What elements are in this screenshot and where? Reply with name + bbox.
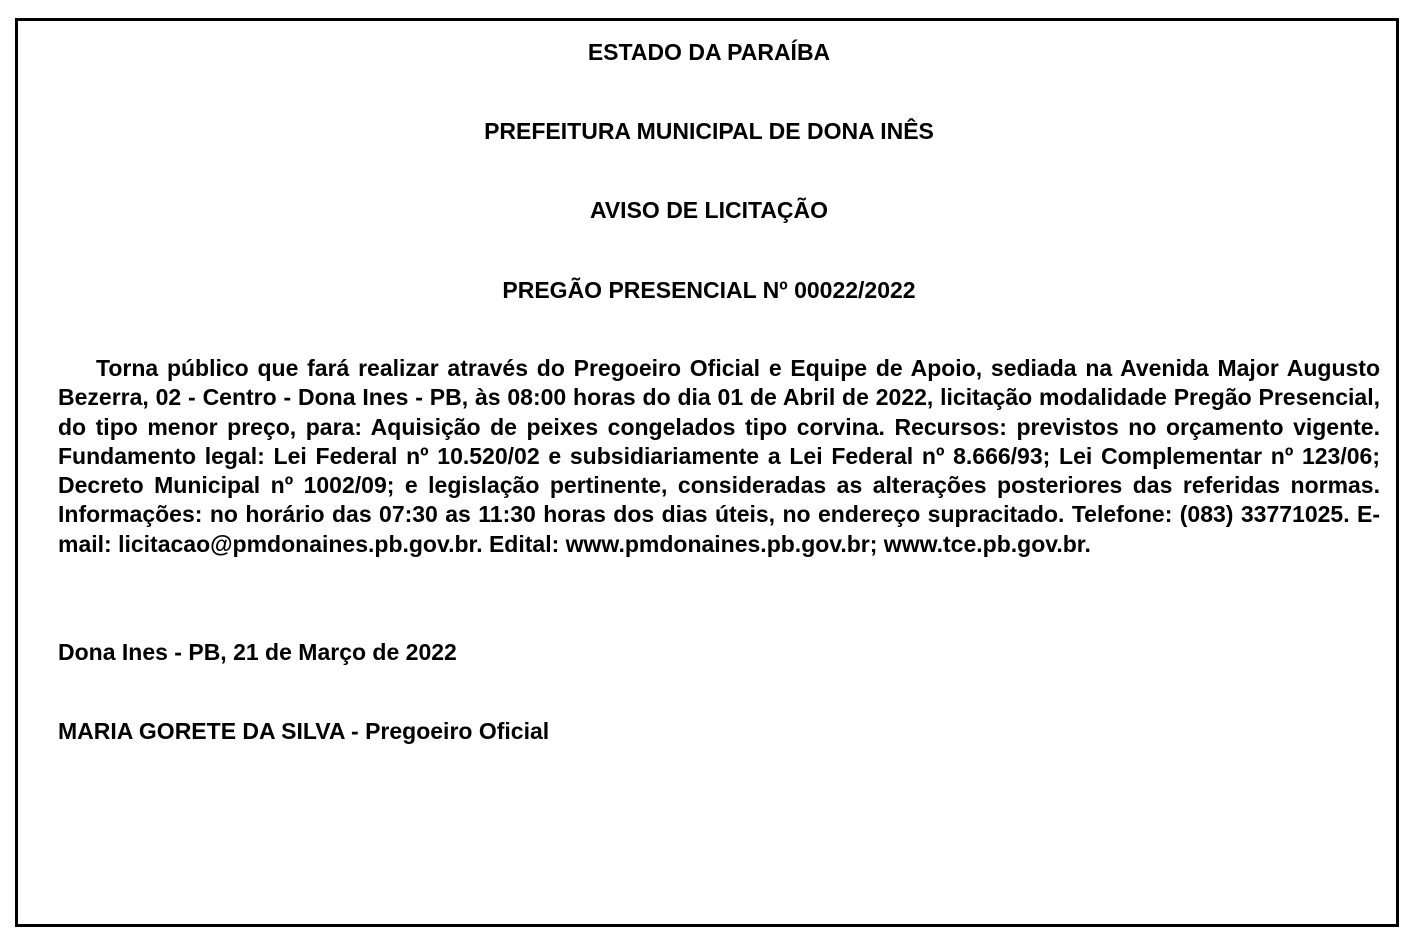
notice-body: Torna público que fará realizar através do Pregoeiro Oficial e Equipe de Apoio, sediada na Avenida Major Augusto Bezerra, 02 - Centro - Dona Ines - PB, às 08:00 horas do dia 01 de Abril de 2022, licitação modalidade Pregão Presencial, do tipo menor preço, para: Aquisição de peixes congelados tipo corvina. Recursos: previstos no orçamento vigente. Fundamento legal: Lei Federal nº 10.520/02 e subsidiariamente a Lei Federal nº 8.666/93; Lei Complementar nº 123/06; Decreto Municipal nº 1002/09; e legislação pertinente, consideradas as alterações posteriores das referidas normas. Informações: no horário das 07:30 as 11:30 horas dos dias úteis, no endereço supracitado. Telefone: (083) 33771025. E-mail: licitacao@pmdonaines.pb.gov.br. Edital: www.pmdonaines.pb.gov.br; www.tce.pb.gov.br. [58, 355, 1380, 557]
notice-type-heading: AVISO DE LICITAÇÃO [589, 197, 829, 223]
place-date-line: Dona Ines - PB, 21 de Março de 2022 [58, 639, 457, 665]
state-heading: ESTADO DA PARAÍBA [587, 39, 831, 65]
municipality-heading: PREFEITURA MUNICIPAL DE DONA INÊS [484, 118, 934, 144]
signature-line: MARIA GORETE DA SILVA - Pregoeiro Oficial [58, 718, 550, 744]
procurement-id-heading: PREGÃO PRESENCIAL Nº 00022/2022 [502, 277, 916, 303]
